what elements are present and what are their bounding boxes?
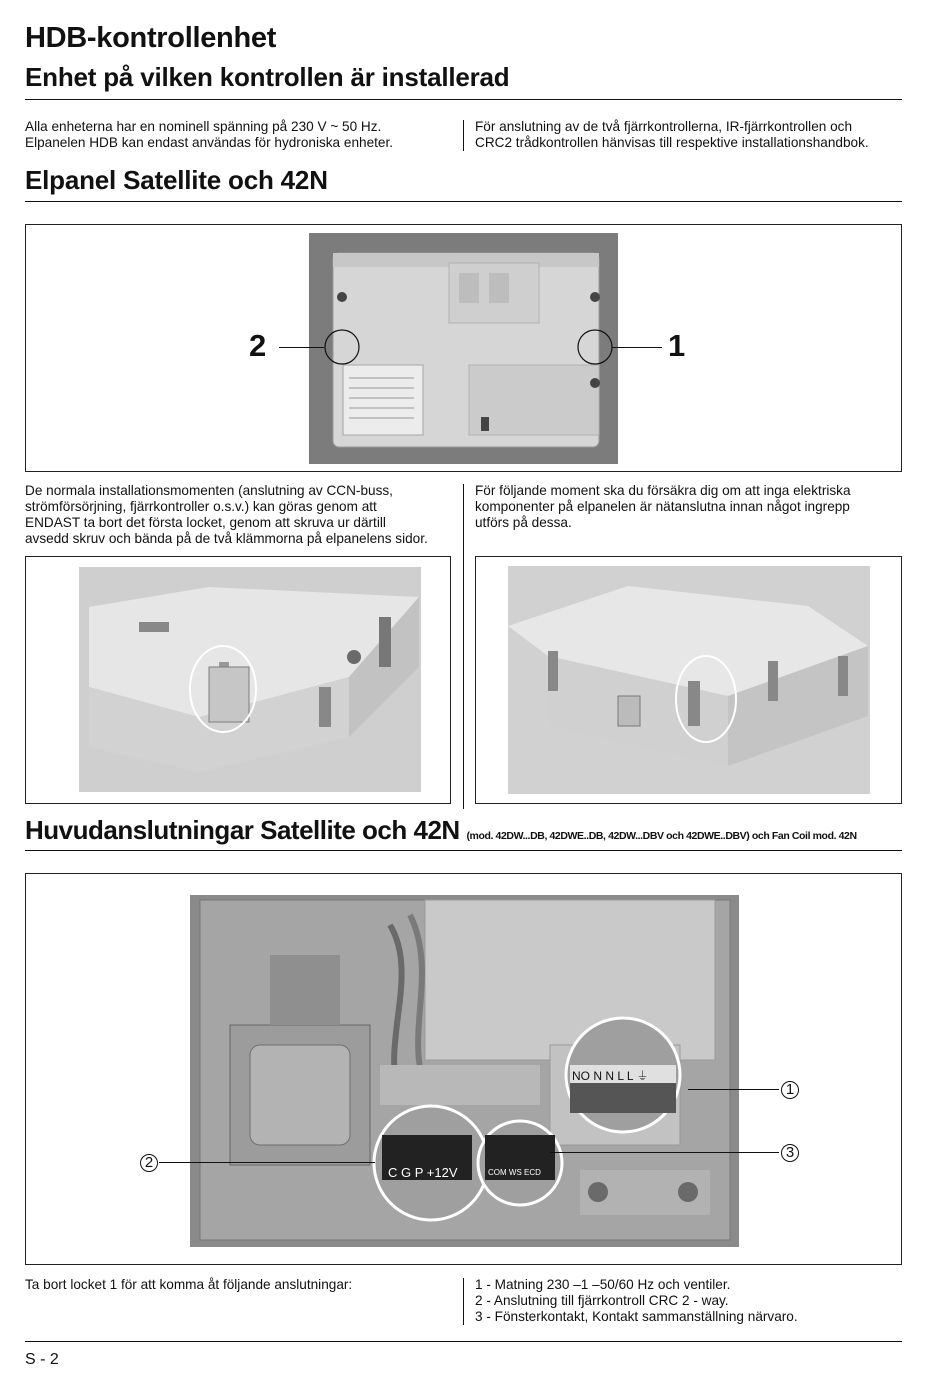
section2-left-text: Ta bort locket 1 för att komma åt följande anslutningar:	[25, 1277, 353, 1292]
text-line: komponenter på elpanelen är nätanslutna innan något ingrepp	[475, 499, 850, 514]
divider	[25, 850, 902, 851]
text-line: För följande moment ska du försäkra dig om att inga elektriska	[475, 483, 851, 498]
divider	[25, 201, 902, 202]
section-title	[25, 815, 857, 846]
column-divider	[463, 484, 464, 809]
marker-line	[688, 1089, 779, 1090]
section1-left-text	[25, 483, 465, 547]
section-title: Elpanel Satellite och 42N	[25, 165, 328, 195]
marker-line	[159, 1162, 375, 1163]
callout-line	[279, 347, 324, 348]
control-panel-photo	[309, 233, 618, 464]
page-subtitle: Enhet på vilken kontrollen är installerad	[25, 62, 510, 92]
marker-line	[550, 1152, 779, 1153]
text-line: ENDAST ta bort det första locket, genom att skruva ur därtill	[25, 515, 386, 530]
marker-3: 3	[781, 1144, 799, 1162]
marker-2: 2	[140, 1154, 158, 1172]
connection-list	[475, 1277, 905, 1325]
section-title-note: (mod. 42DW...DB, 42DWE..DB, 42DW...DBV och 42DWE..DBV) och Fan Coil mod. 42N	[466, 830, 857, 842]
clip-right-photo	[508, 566, 870, 794]
terminal-right-labels: COM WS ECD	[488, 1168, 541, 1177]
intro-left-line: Alla enheterna har en nominell spänning på 230 V ~ 50 Hz.	[25, 119, 382, 134]
intro-right-line: För anslutning av de två fjärrkontrollerna, IR-fjärrkontrollen och	[475, 119, 853, 134]
intro-right	[475, 119, 905, 151]
divider	[25, 99, 902, 100]
clip-left-photo	[79, 567, 421, 792]
intro-right-line: CRC2 trådkontrollen hänvisas till respektive installationshandbok.	[475, 135, 869, 150]
callout-2: 2	[249, 328, 267, 363]
intro-left	[25, 119, 455, 151]
text-line: utförs på dessa.	[475, 515, 572, 530]
intro-left-line: Elpanelen HDB kan endast användas för hydroniska enheter.	[25, 135, 394, 150]
list-item: 1 - Matning 230 –1 –50/60 Hz och ventiler.	[475, 1277, 731, 1292]
marker-1: 1	[781, 1081, 799, 1099]
list-item: 2 - Anslutning till fjärrkontroll CRC 2 - way.	[475, 1293, 729, 1308]
column-divider	[463, 120, 464, 151]
column-divider	[463, 1278, 464, 1325]
text-line: strömförsörjning, fjärrkontroller o.s.v.) kan göras genom att	[25, 499, 377, 514]
footer-divider	[25, 1341, 902, 1342]
callout-line	[612, 347, 662, 348]
page-number: S - 2	[25, 1351, 59, 1368]
section1-right-text	[475, 483, 905, 531]
text-line: avsedd skruv och bända på de två klämmorna på elpanelens sidor.	[25, 531, 428, 546]
terminal-top-labels: NO N N L L ⏚	[572, 1069, 649, 1083]
text-line: De normala installationsmomenten (anslutning av CCN-buss,	[25, 483, 393, 498]
section-title-text: Huvudanslutningar Satellite och 42N	[25, 815, 460, 845]
page-title: HDB-kontrollenhet	[25, 22, 277, 54]
terminal-left-labels: C G P +12V	[388, 1165, 458, 1180]
callout-1: 1	[668, 328, 686, 363]
terminal-photo	[190, 895, 739, 1247]
list-item: 3 - Fönsterkontakt, Kontakt sammanställning närvaro.	[475, 1309, 798, 1324]
